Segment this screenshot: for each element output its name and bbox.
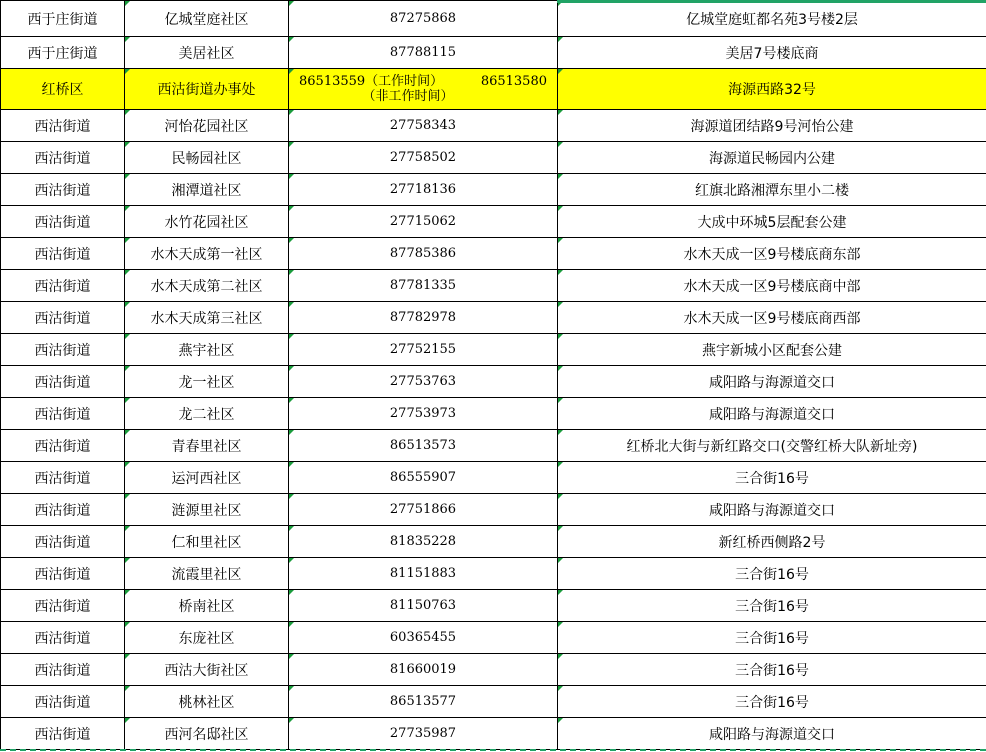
street-cell[interactable]: 西沽街道 [1,142,125,174]
address-cell[interactable]: 红桥北大街与新红路交口(交警红桥大队新址旁) [558,430,986,462]
street-cell[interactable]: 西沽街道 [1,654,125,686]
community-cell[interactable]: 水竹花园社区 [125,206,289,238]
phone-cell[interactable]: 27718136 [289,174,558,206]
table-row[interactable] [1,718,986,750]
address-cell[interactable]: 咸阳路与海源道交口 [558,494,986,526]
address-cell[interactable]: 大成中环城5层配套公建 [558,206,986,238]
phone-cell[interactable] [289,69,558,110]
table-row[interactable] [1,366,986,398]
table-row[interactable] [1,526,986,558]
phone-cell[interactable]: 27735987 [289,718,558,750]
table-row[interactable] [1,622,986,654]
street-cell[interactable]: 西沽街道 [1,622,125,654]
address-cell[interactable]: 海源道团结路9号河怡公建 [558,110,986,142]
address-cell[interactable]: 三合街16号 [558,654,986,686]
table-row[interactable] [1,142,986,174]
phone-cell[interactable]: 87781335 [289,270,558,302]
street-cell[interactable]: 西沽街道 [1,270,125,302]
address-cell[interactable]: 咸阳路与海源道交口 [558,398,986,430]
community-cell[interactable]: 西沽大街社区 [125,654,289,686]
community-cell[interactable]: 水木天成第一社区 [125,238,289,270]
phone-cell[interactable]: 81835228 [289,526,558,558]
table-row[interactable] [1,110,986,142]
table-row[interactable] [1,37,986,69]
street-cell[interactable]: 西沽街道 [1,718,125,750]
street-cell[interactable]: 西沽街道 [1,398,125,430]
table-row[interactable] [1,334,986,366]
phone-cell[interactable]: 86513577 [289,686,558,718]
street-cell[interactable]: 西沽街道 [1,334,125,366]
community-cell[interactable]: 流霞里社区 [125,558,289,590]
table-row[interactable] [1,430,986,462]
address-cell[interactable]: 亿城堂庭虹都名苑3号楼2层 [558,1,986,37]
address-cell[interactable]: 三合街16号 [558,622,986,654]
phone-cell[interactable]: 27752155 [289,334,558,366]
table-body [1,1,986,750]
phone-cell[interactable]: 27753763 [289,366,558,398]
phone-cell[interactable]: 86555907 [289,462,558,494]
address-cell[interactable]: 新红桥西侧路2号 [558,526,986,558]
address-cell[interactable]: 三合街16号 [558,558,986,590]
street-cell[interactable]: 西沽街道 [1,526,125,558]
address-cell[interactable]: 三合街16号 [558,462,986,494]
address-cell[interactable]: 水木天成一区9号楼底商中部 [558,270,986,302]
phone-cell[interactable]: 87785386 [289,238,558,270]
phone-cell[interactable]: 27715062 [289,206,558,238]
address-cell[interactable]: 红旗北路湘潭东里小二楼 [558,174,986,206]
street-cell[interactable]: 西于庄街道 [1,1,125,37]
address-cell[interactable]: 海源道民畅园内公建 [558,142,986,174]
street-cell[interactable]: 西沽街道 [1,302,125,334]
street-cell[interactable]: 西沽街道 [1,174,125,206]
address-cell[interactable]: 咸阳路与海源道交口 [558,718,986,750]
table-row[interactable] [1,206,986,238]
phone-cell[interactable]: 87782978 [289,302,558,334]
street-cell[interactable]: 西沽街道 [1,366,125,398]
community-cell[interactable]: 龙二社区 [125,398,289,430]
community-cell[interactable]: 水木天成第二社区 [125,270,289,302]
phone-cell[interactable]: 81660019 [289,654,558,686]
phone-cell[interactable]: 81151883 [289,558,558,590]
community-cell[interactable]: 青春里社区 [125,430,289,462]
street-cell[interactable]: 西于庄街道 [1,37,125,69]
community-cell[interactable]: 桥南社区 [125,590,289,622]
community-cell[interactable]: 湘潭道社区 [125,174,289,206]
phone-cell[interactable]: 87275868 [289,1,558,37]
office-cell[interactable]: 西沽街道办事处 [125,69,289,110]
phone-cell[interactable]: 27758502 [289,142,558,174]
phone-cell[interactable]: 86513573 [289,430,558,462]
address-cell[interactable]: 美居7号楼底商 [558,37,986,69]
phone-cell[interactable]: 81150763 [289,590,558,622]
phone-work: 86513559（工作时间） [299,74,444,89]
phone-after-hours: 86513580 [480,74,547,89]
table-row[interactable] [1,686,986,718]
district-cell[interactable]: 红桥区 [1,69,125,110]
address-cell[interactable]: 咸阳路与海源道交口 [558,366,986,398]
address-cell[interactable]: 燕宇新城小区配套公建 [558,334,986,366]
phone-cell[interactable]: 60365455 [289,622,558,654]
cell-selection-border [557,0,986,3]
table-row[interactable] [1,270,986,302]
community-cell[interactable]: 东庞社区 [125,622,289,654]
phone-cell[interactable]: 27758343 [289,110,558,142]
street-cell[interactable]: 西沽街道 [1,462,125,494]
street-cell[interactable]: 西沽街道 [1,686,125,718]
community-cell[interactable]: 河怡花园社区 [125,110,289,142]
community-cell[interactable]: 美居社区 [125,37,289,69]
community-cell[interactable]: 燕宇社区 [125,334,289,366]
table-row[interactable] [1,494,986,526]
table-row[interactable] [1,462,986,494]
table-row[interactable] [1,1,986,37]
community-cell[interactable]: 运河西社区 [125,462,289,494]
table-row[interactable] [1,558,986,590]
street-cell[interactable]: 西沽街道 [1,590,125,622]
address-cell[interactable]: 三合街16号 [558,590,986,622]
table-row[interactable] [1,238,986,270]
community-cell[interactable]: 水木天成第三社区 [125,302,289,334]
phone-after-note: （非工作时间） [362,89,454,104]
table-row[interactable] [1,398,986,430]
copy-marquee-border [0,749,986,751]
community-cell[interactable]: 桃林社区 [125,686,289,718]
phone-cell[interactable]: 27753973 [289,398,558,430]
street-cell[interactable]: 西沽街道 [1,494,125,526]
community-cell[interactable]: 仁和里社区 [125,526,289,558]
street-cell[interactable]: 西沽街道 [1,558,125,590]
table-row[interactable] [1,590,986,622]
table-row[interactable] [1,302,986,334]
address-cell[interactable]: 水木天成一区9号楼底商西部 [558,302,986,334]
table-row[interactable] [1,69,986,110]
table-row[interactable] [1,654,986,686]
address-cell[interactable]: 水木天成一区9号楼底商东部 [558,238,986,270]
community-cell[interactable]: 龙一社区 [125,366,289,398]
community-cell[interactable]: 民畅园社区 [125,142,289,174]
address-cell[interactable]: 三合街16号 [558,686,986,718]
table-row[interactable] [1,174,986,206]
street-cell[interactable]: 西沽街道 [1,238,125,270]
community-cell[interactable]: 西河名邸社区 [125,718,289,750]
community-cell[interactable]: 亿城堂庭社区 [125,1,289,37]
phone-cell[interactable]: 27751866 [289,494,558,526]
phone-cell[interactable]: 87788115 [289,37,558,69]
street-cell[interactable]: 西沽街道 [1,110,125,142]
street-cell[interactable]: 西沽街道 [1,430,125,462]
community-cell[interactable]: 涟源里社区 [125,494,289,526]
address-cell[interactable]: 海源西路32号 [558,69,986,110]
street-cell[interactable]: 西沽街道 [1,206,125,238]
